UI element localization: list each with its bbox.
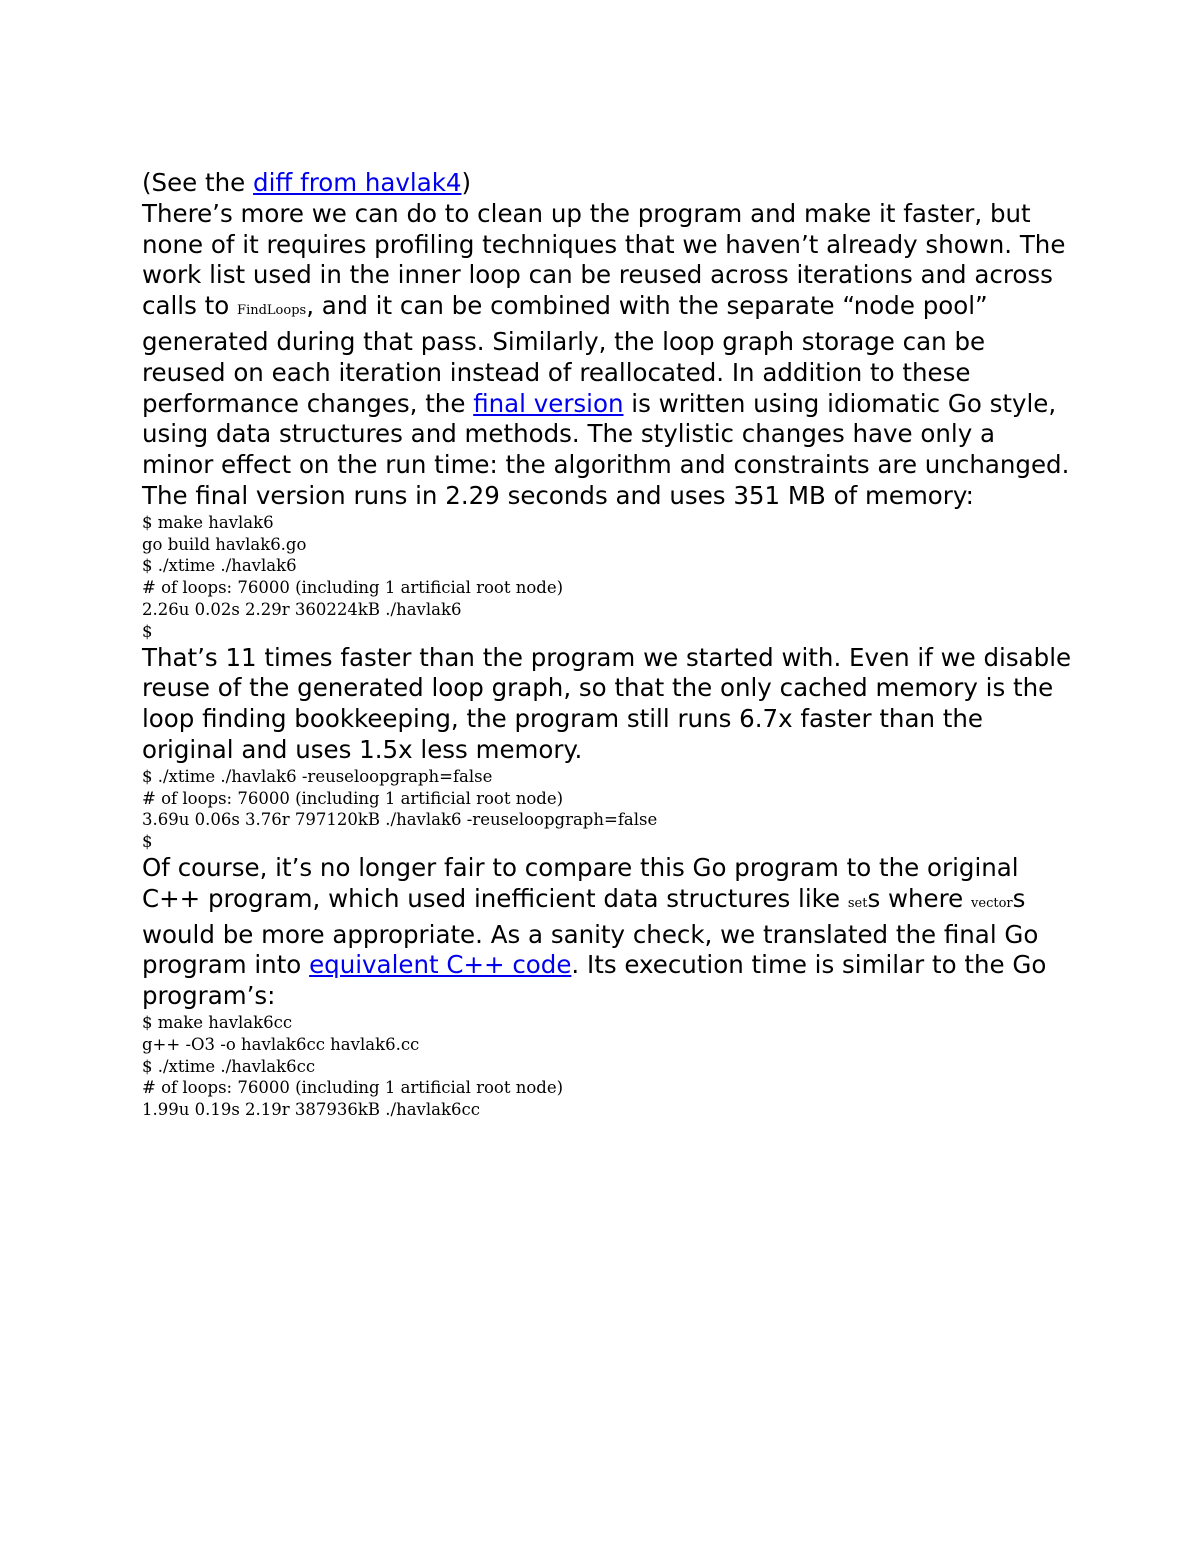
- findloops-code: FindLoops: [237, 303, 307, 319]
- set-code: set: [847, 895, 868, 911]
- paragraph-cpp-text-2: s where: [867, 883, 972, 913]
- paragraph-cleanup-text-2: , and it can be combined with the separate “node pool” generated during that pass. Similarly, the loop graph storage can be reused on each iteration instead of reallocated. In addition to these performance changes, the: [142, 291, 988, 418]
- code-line: # of loops: 76000 (including 1 artificial root node): [142, 578, 564, 598]
- code-line: $ ./xtime ./havlak6cc: [142, 1056, 316, 1076]
- code-line: $ make havlak6cc: [142, 1012, 293, 1032]
- paragraph-speedup: That’s 11 times faster than the program we started with. Even if we disable reuse of the generated loop graph, so that the only cached memory is the loop finding bookkeeping, the program still runs 6.7x faster than the original and uses 1.5x less memory.: [142, 642, 1072, 764]
- diff-from-havlak4-link[interactable]: diff from havlak4: [253, 168, 462, 197]
- code-line: 3.69u 0.06s 3.76r 797120kB ./havlak6 -reuseloopgraph=false: [142, 810, 658, 830]
- code-line: 1.99u 0.19s 2.19r 387936kB ./havlak6cc: [142, 1100, 480, 1120]
- intro-text-after: ): [461, 168, 472, 197]
- intro-paragraph: [142, 168, 1072, 199]
- paragraph-cleanup: [142, 199, 1072, 481]
- code-block-havlak6: [142, 512, 1072, 643]
- code-line: # of loops: 76000 (including 1 artificial root node): [142, 788, 564, 808]
- paragraph-cpp-text-3: s would be more appropriate. As a sanity check, we translated the final Go program into: [142, 883, 1039, 980]
- paragraph-final-runtime: The final version runs in 2.29 seconds and uses 351 MB of memory:: [142, 480, 974, 510]
- vector-code: vector: [971, 895, 1013, 911]
- paragraph-cpp-text-4: . Its execution time is similar to the Go program’s:: [142, 950, 1047, 1011]
- document-page: [142, 168, 1072, 1121]
- final-version-link[interactable]: final version: [473, 388, 624, 418]
- code-block-havlak6cc: [142, 1012, 1072, 1121]
- code-block-reuseloopgraph: [142, 766, 1072, 853]
- code-line: g++ -O3 -o havlak6cc havlak6.cc: [142, 1034, 420, 1054]
- code-line: go build havlak6.go: [142, 534, 307, 554]
- equivalent-cpp-code-link[interactable]: equivalent C++ code: [309, 950, 572, 980]
- paragraph-cleanup-text-1: There’s more we can do to clean up the program and make it faster, but none of it requires profiling techniques that we haven’t already shown. The work list used in the inner loop can be reused across iterations and across calls to: [142, 198, 1066, 321]
- paragraph-cpp-text-1: Of course, it’s no longer fair to compare this Go program to the original C++ program, which used inefficient data structures like: [142, 852, 1019, 913]
- intro-text-before: (See the: [142, 168, 254, 197]
- paragraph-cpp-comparison: [142, 853, 1072, 1012]
- code-line: $ ./xtime ./havlak6 -reuseloopgraph=false: [142, 766, 493, 786]
- code-line: $: [142, 832, 153, 852]
- code-line: 2.26u 0.02s 2.29r 360224kB ./havlak6: [142, 599, 462, 619]
- paragraph-cleanup-text-3: is written using idiomatic Go style, using data structures and methods. The stylistic changes have only a minor effect on the run time: the algorithm and constraints are unchanged.: [142, 388, 1070, 480]
- code-line: $ ./xtime ./havlak6: [142, 556, 297, 576]
- code-line: $ make havlak6: [142, 512, 274, 532]
- code-line: $: [142, 621, 153, 641]
- code-line: # of loops: 76000 (including 1 artificial root node): [142, 1078, 564, 1098]
